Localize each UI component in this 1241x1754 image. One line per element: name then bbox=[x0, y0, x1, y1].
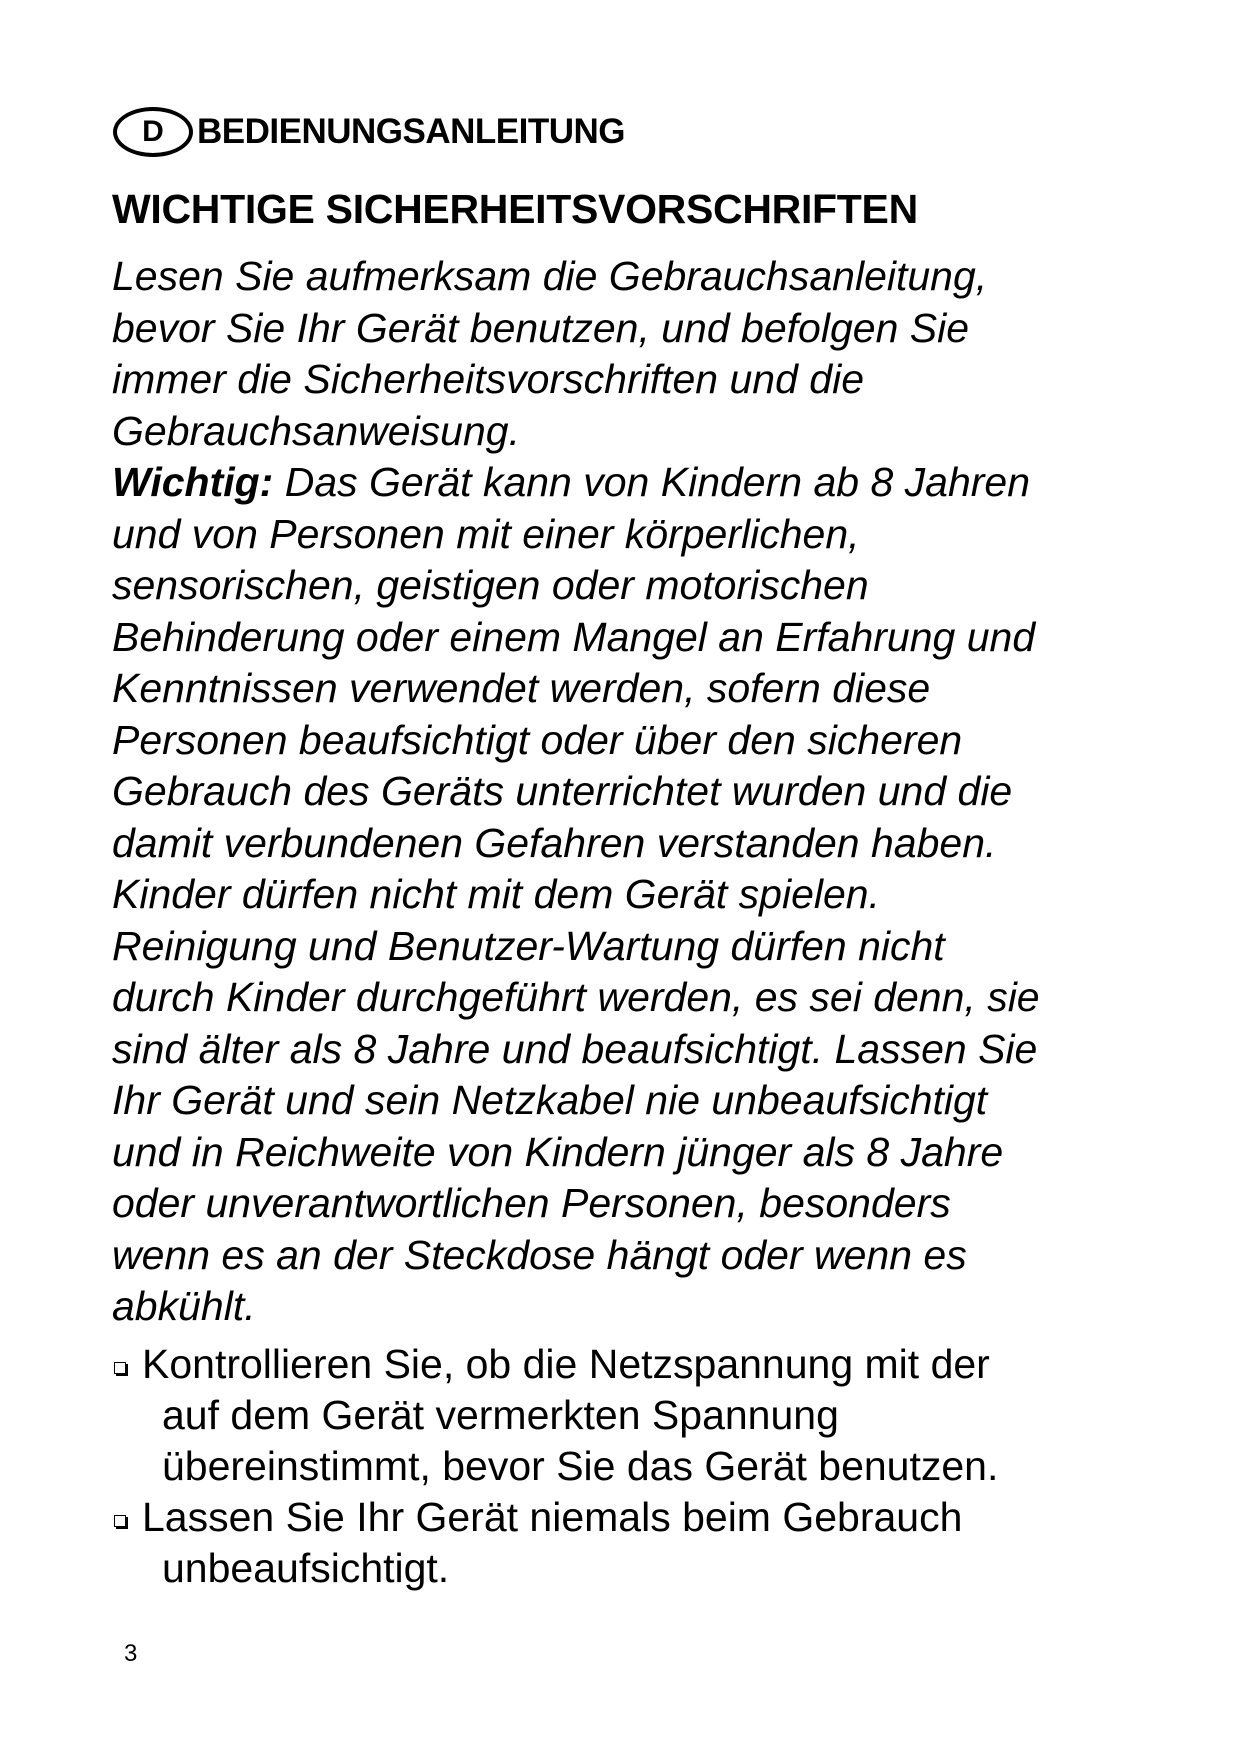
intro-paragraph bbox=[112, 251, 1152, 457]
language-code: D bbox=[142, 115, 164, 148]
warning-line: abkühlt. bbox=[112, 1283, 256, 1329]
intro-line: immer die Sicherheitsvorschriften und die bbox=[112, 356, 864, 402]
warning-first-line bbox=[112, 457, 1172, 509]
bullet-item bbox=[112, 1339, 1172, 1492]
bullet-line: übereinstimmt, bevor Sie das Gerät benutzen. bbox=[162, 1443, 999, 1489]
warning-line: Kenntnissen verwendet werden, sofern diese bbox=[112, 665, 931, 711]
intro-line: Lesen Sie aufmerksam die Gebrauchsanleitung, bbox=[112, 253, 988, 299]
warning-line: Ihr Gerät und sein Netzkabel nie unbeaufsichtigt bbox=[112, 1077, 988, 1123]
safety-bullet-list bbox=[112, 1339, 1172, 1594]
manual-title: BEDIENUNGSANLEITUNG bbox=[197, 112, 626, 151]
warning-line: Gebrauch des Geräts unterrichtet wurden und die bbox=[112, 768, 1013, 814]
warning-line: und von Personen mit einer körperlichen, bbox=[112, 510, 860, 557]
language-badge bbox=[113, 107, 193, 157]
warning-line: durch Kinder durchgeführt werden, es sei denn, sie bbox=[112, 974, 1040, 1020]
manual-header bbox=[113, 104, 625, 160]
warning-first-line-text: Das Gerät kann von Kindern ab 8 Jahren bbox=[273, 459, 1031, 505]
warning-line: und in Reichweite von Kindern jünger als 8 Jahre bbox=[112, 1128, 1004, 1175]
checkbox-bullet-icon bbox=[114, 1515, 126, 1527]
bullet-item bbox=[112, 1492, 1172, 1594]
checkbox-bullet-icon bbox=[114, 1362, 126, 1374]
bullet-line: unbeaufsichtigt. bbox=[162, 1545, 450, 1591]
warning-line: sind älter als 8 Jahre und beaufsichtigt. Lassen Sie bbox=[112, 1025, 1038, 1072]
warning-line: Kinder dürfen nicht mit dem Gerät spielen. bbox=[112, 871, 880, 917]
page-number: 3 bbox=[124, 1640, 138, 1667]
section-title: WICHTIGE SICHERHEITSVORSCHRIFTEN bbox=[112, 186, 918, 232]
intro-line: Gebrauchsanweisung. bbox=[112, 407, 520, 454]
warning-paragraph bbox=[112, 457, 1172, 1333]
warning-line: damit verbundenen Gefahren verstanden haben. bbox=[112, 819, 997, 866]
bullet-line: auf dem Gerät vermerkten Spannung bbox=[162, 1392, 839, 1438]
warning-line: sensorischen, geistigen oder motorischen bbox=[112, 562, 869, 608]
intro-line: bevor Sie Ihr Gerät benutzen, und befolgen Sie bbox=[112, 304, 970, 351]
warning-line: Personen beaufsichtigt oder über den sicheren bbox=[112, 716, 963, 763]
warning-line: wenn es an der Steckdose hängt oder wenn es bbox=[112, 1231, 967, 1278]
warning-label: Wichtig: bbox=[112, 459, 274, 505]
bullet-line: Kontrollieren Sie, ob die Netzspannung mit der bbox=[142, 1341, 990, 1387]
warning-line: oder unverantwortlichen Personen, besonders bbox=[112, 1180, 951, 1226]
warning-line: Behinderung oder einem Mangel an Erfahrung und bbox=[112, 613, 1036, 660]
warning-line: Reinigung und Benutzer-Wartung dürfen nicht bbox=[112, 922, 945, 969]
bullet-line: Lassen Sie Ihr Gerät niemals beim Gebrauch bbox=[142, 1494, 963, 1540]
